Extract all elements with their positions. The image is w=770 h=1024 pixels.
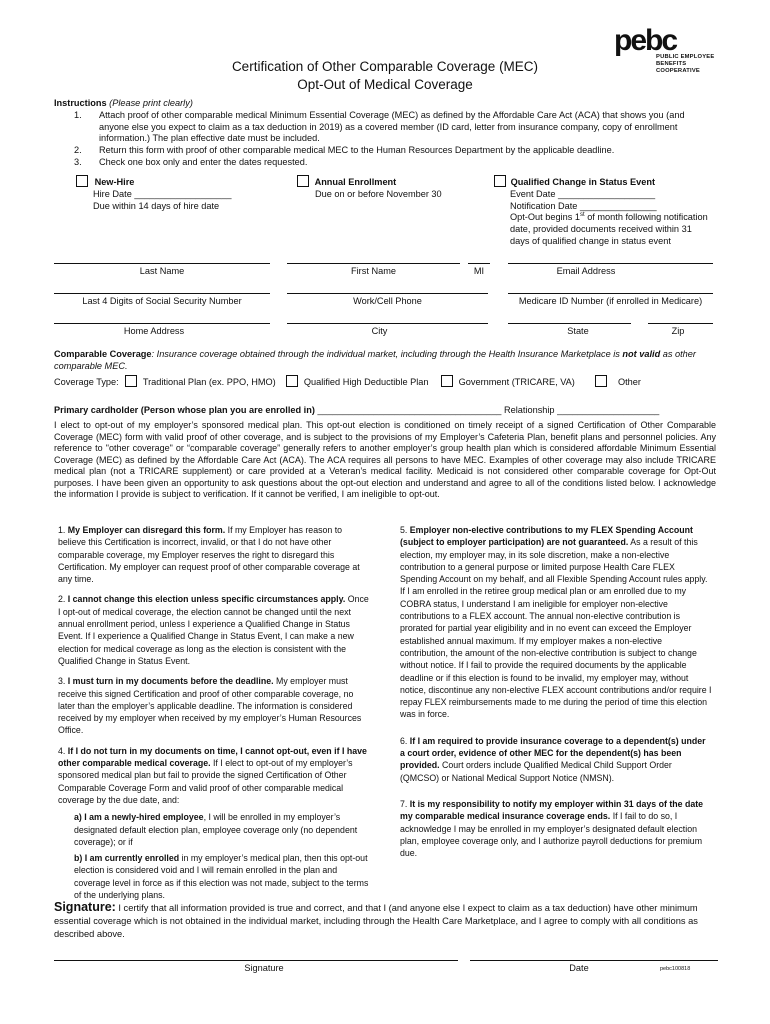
term-item: 7. It is my responsibility to notify my employer within 31 days of the date my comparable medical insurance coverage ends. If I fail to do so, I acknowledge I may be enrolled in my employer’s designated default election plan, employee coverage only, and I authorize payroll deductions for premium due. xyxy=(400,798,704,859)
phone-label: Work/Cell Phone xyxy=(353,296,422,306)
qualified-change-checkbox[interactable] xyxy=(494,175,506,187)
zip-label: Zip xyxy=(671,326,685,336)
mi-field[interactable] xyxy=(468,263,490,264)
logo-wordmark: pebc xyxy=(614,24,677,57)
instruction-item: 1. Attach proof of other comparable medical Minimum Essential Coverage (MEC) as defined by the Affordable Care Act (ACA) that shows you (and anyone else you expect to claim as a tax deduction in 2019) as a covered member (ID card, letter from insurance company, copy of enrollment information.) The plan effective date must be included. xyxy=(74,109,685,144)
traditional-plan-label: Traditional Plan (ex. PPO, HMO) xyxy=(142,377,276,387)
annual-note: Due on or before November 30 xyxy=(315,188,442,199)
event-date-field[interactable]: Event Date ___________________ xyxy=(510,188,656,199)
address-label: Home Address xyxy=(123,326,185,336)
date-field[interactable] xyxy=(470,960,718,961)
annual-label: Annual Enrollment xyxy=(314,177,397,187)
sub-item: b) I am currently enrolled in my employer’s medical plan, then this opt-out election is considered void and I will remain enrolled in the plan and coverage level in force as if this election was not made, subject to the terms of the underlying plans. xyxy=(74,853,369,901)
qualified-note: days of qualified change in status event xyxy=(510,235,671,246)
annual-enrollment-checkbox[interactable] xyxy=(297,175,309,187)
other-checkbox[interactable] xyxy=(595,375,607,387)
email-field[interactable] xyxy=(508,263,713,264)
term-item: 3. I must turn in my documents before the deadline. My employer must receive this signed Certification and proof of other comparable coverage, no later than the employer’s applicable deadline. The information is considered received by my employer when received by my employer’s Human Resources Office. xyxy=(58,676,362,736)
address-field[interactable] xyxy=(54,323,270,324)
email-label: Email Address xyxy=(556,266,616,276)
government-checkbox[interactable] xyxy=(441,375,453,387)
signature-statement: Signature: I certify that all information provided is true and correct, and that I (and anyone else I expect to claim as a tax deduction) have other minimum essential coverage which is not obtained in the individual market, including through the Health Care Marketplace, and I agree to comply with all conditions as described above. xyxy=(54,900,698,939)
new-hire-checkbox[interactable] xyxy=(76,175,88,187)
primary-cardholder-field[interactable]: ____________________________________ xyxy=(317,405,502,415)
instructions-heading: Instructions (Please print clearly) xyxy=(54,98,193,108)
instruction-item: 3. Check one box only and enter the dates requested. xyxy=(74,156,308,167)
election-statement: I elect to opt-out of my employer’s sponsored medical plan. This opt-out election is conditioned on timely receipt of a signed Certification of Other Comparable Coverage (MEC) form with valid proof of other coverage, and is subject to the provisions of my Employer’s Cafeteria Plan, benefit plans and personnel policies. Any reference to "other coverage" or “comparable coverage” generally refers to another employer’s group health plan which is considered affordable Minimum Essential Coverage (MEC) as defined by the Affordable Care Act (ACA). The ACA requires all persons to have MEC. Examples of other coverage may also include TRICARE medical plan (not a TRICARE supplement) or care provided at a Veteran’s medical facility. Medicaid is not considered other comparable coverage for Opt-Out purposes. I have been given an opportunity to ask questions about the opt-out election and understand and agree to all of the conditions listed below. I acknowledge the information I provide is subject to verification. If it cannot be verified, I am ineligible to opt-out. xyxy=(54,420,716,500)
option-qualified xyxy=(494,175,724,248)
relationship-field[interactable]: Relationship ____________________ xyxy=(503,405,660,415)
comparable-coverage xyxy=(54,349,714,373)
new-hire-note: Due within 14 days of hire date xyxy=(93,200,220,211)
signature-field[interactable] xyxy=(54,960,458,961)
city-field[interactable] xyxy=(287,323,488,324)
first-name-field[interactable] xyxy=(287,263,460,264)
state-field[interactable] xyxy=(508,323,631,324)
new-hire-label: New-Hire xyxy=(94,177,135,187)
term-item: 1. My Employer can disregard this form. If my Employer has reason to believe this Certification is incorrect, invalid, or that I do not have other comparable coverage, my Employer reserves the right to disregard this Certification. My employer can request proof of other comparable coverage at any time. xyxy=(58,525,360,585)
phone-field[interactable] xyxy=(287,293,488,294)
date-label: Date xyxy=(569,963,589,973)
comparable-definition: Comparable Coverage: Insurance coverage obtained through the individual market, including through the Health Insurance Marketplace is not valid as other xyxy=(54,349,696,359)
form-code: pebc100818 xyxy=(660,966,691,972)
hdhp-label: Qualified High Deductible Plan xyxy=(303,377,429,387)
medicare-label: Medicare ID Number (if enrolled in Medicare) xyxy=(518,296,703,306)
terms-left-column xyxy=(58,524,372,901)
ssn-field[interactable] xyxy=(54,293,270,294)
qualified-note: Opt-Out begins 1st of month following notification xyxy=(510,212,708,223)
mi-label: MI xyxy=(473,266,485,276)
option-new-hire xyxy=(76,175,286,212)
term-item: 5. Employer non-elective contributions to my FLEX Spending Account (subject to employer participation) are not guaranteed. As a result of this election, my employer may, in its sole discretion, make a non-elective contribution to a general purpose or limited purpose Health Care FLEX Spending Account on my behalf, and all Flexible Spending Account rules apply. If I am enrolled in the retiree group medical plan or am enrolled due to my COBRA status, I understand I am ineligible for employer non-elective contributions to a FLEX account. The annual non-elective contribution is prorated for partial year eligibility and in no event can exceed the Employer established annual maximum. If my employer makes a non-elective contribution, the amount of the non-elective contribution is subject to change without notice. If I fail to provide the required documents by the applicable deadline or if this election is found to be invalid, my employer may, without notice, discontinue any non-elective FLEX account contributions and/or require I repay FLEX reimbursements made to me during the period of time this election was in force. xyxy=(400,525,712,720)
traditional-plan-checkbox[interactable] xyxy=(125,375,137,387)
logo-subtitle: PUBLIC EMPLOYEE BENEFITS COOPERATIVE xyxy=(656,54,715,74)
form-title: Certification of Other Comparable Coverage (MEC) xyxy=(231,59,539,74)
comparable-definition-cont: comparable MEC. xyxy=(54,360,128,371)
qualified-label: Qualified Change in Status Event xyxy=(510,177,656,187)
term-item: 2. I cannot change this election unless specific circumstances apply. Once I opt-out of medical coverage, the election cannot be changed until the next annual enrollment period, unless I experience a Qualified Change in Status Event. If I experience a Qualified Change in Status Event, I can make a new election for medical coverage as long as the election is consistent with the Qualified Change in Status Event. xyxy=(58,594,369,666)
last-name-field[interactable] xyxy=(54,263,270,264)
signature-heading: Signature: xyxy=(54,900,116,914)
primary-cardholder-row xyxy=(54,405,734,417)
primary-cardholder-label: Primary cardholder (Person whose plan you are enrolled in) xyxy=(54,405,315,415)
sub-item: a) I am a newly-hired employee, I will be enrolled in my employer’s designated default election plan, employee coverage only (no dependent coverage); or if xyxy=(74,812,358,847)
last-name-label: Last Name xyxy=(139,266,185,276)
city-label: City xyxy=(371,326,388,336)
ssn-label: Last 4 Digits of Social Security Number xyxy=(82,296,242,306)
hdhp-checkbox[interactable] xyxy=(286,375,298,387)
term-item: 4. If I do not turn in my documents on time, I cannot opt-out, even if I have other comparable medical coverage. If I elect to opt-out of my employer’s sponsored medical plan but fail to provide the signed Certification of Other Comparable Coverage Form and valid proof of other comparable medical coverage by the due date, and: xyxy=(58,745,367,805)
notification-date-field[interactable]: Notification Date _______________ xyxy=(510,200,657,211)
government-label: Government (TRICARE, VA) xyxy=(458,377,575,387)
medicare-field[interactable] xyxy=(508,293,713,294)
other-label: Other xyxy=(617,377,641,387)
terms-right-column xyxy=(400,524,712,859)
instructions xyxy=(54,98,714,169)
signature-label: Signature xyxy=(244,963,284,973)
state-label: State xyxy=(567,326,589,336)
first-name-label: First Name xyxy=(351,266,396,276)
qualified-note: date, provided documents received within 31 xyxy=(510,224,692,235)
instruction-item: 2. Return this form with proof of other comparable medical MEC to the Human Resources Department by the applicable deadline. xyxy=(74,145,615,156)
coverage-type-row xyxy=(54,375,734,389)
coverage-type-label: Coverage Type: xyxy=(54,377,119,387)
zip-field[interactable] xyxy=(648,323,713,324)
hire-date-field[interactable]: Hire Date ___________________ xyxy=(93,188,232,199)
option-annual xyxy=(297,175,497,201)
term-item: 6. If I am required to provide insurance coverage to a dependent(s) under a court order, evidence of other MEC for the dependent(s) has been provided. Court orders include Qualified Medical Child Support Order (QMCSO) or National Medical Support Notice (NMSN). xyxy=(400,735,706,783)
form-subtitle: Opt-Out of Medical Coverage xyxy=(297,77,473,92)
